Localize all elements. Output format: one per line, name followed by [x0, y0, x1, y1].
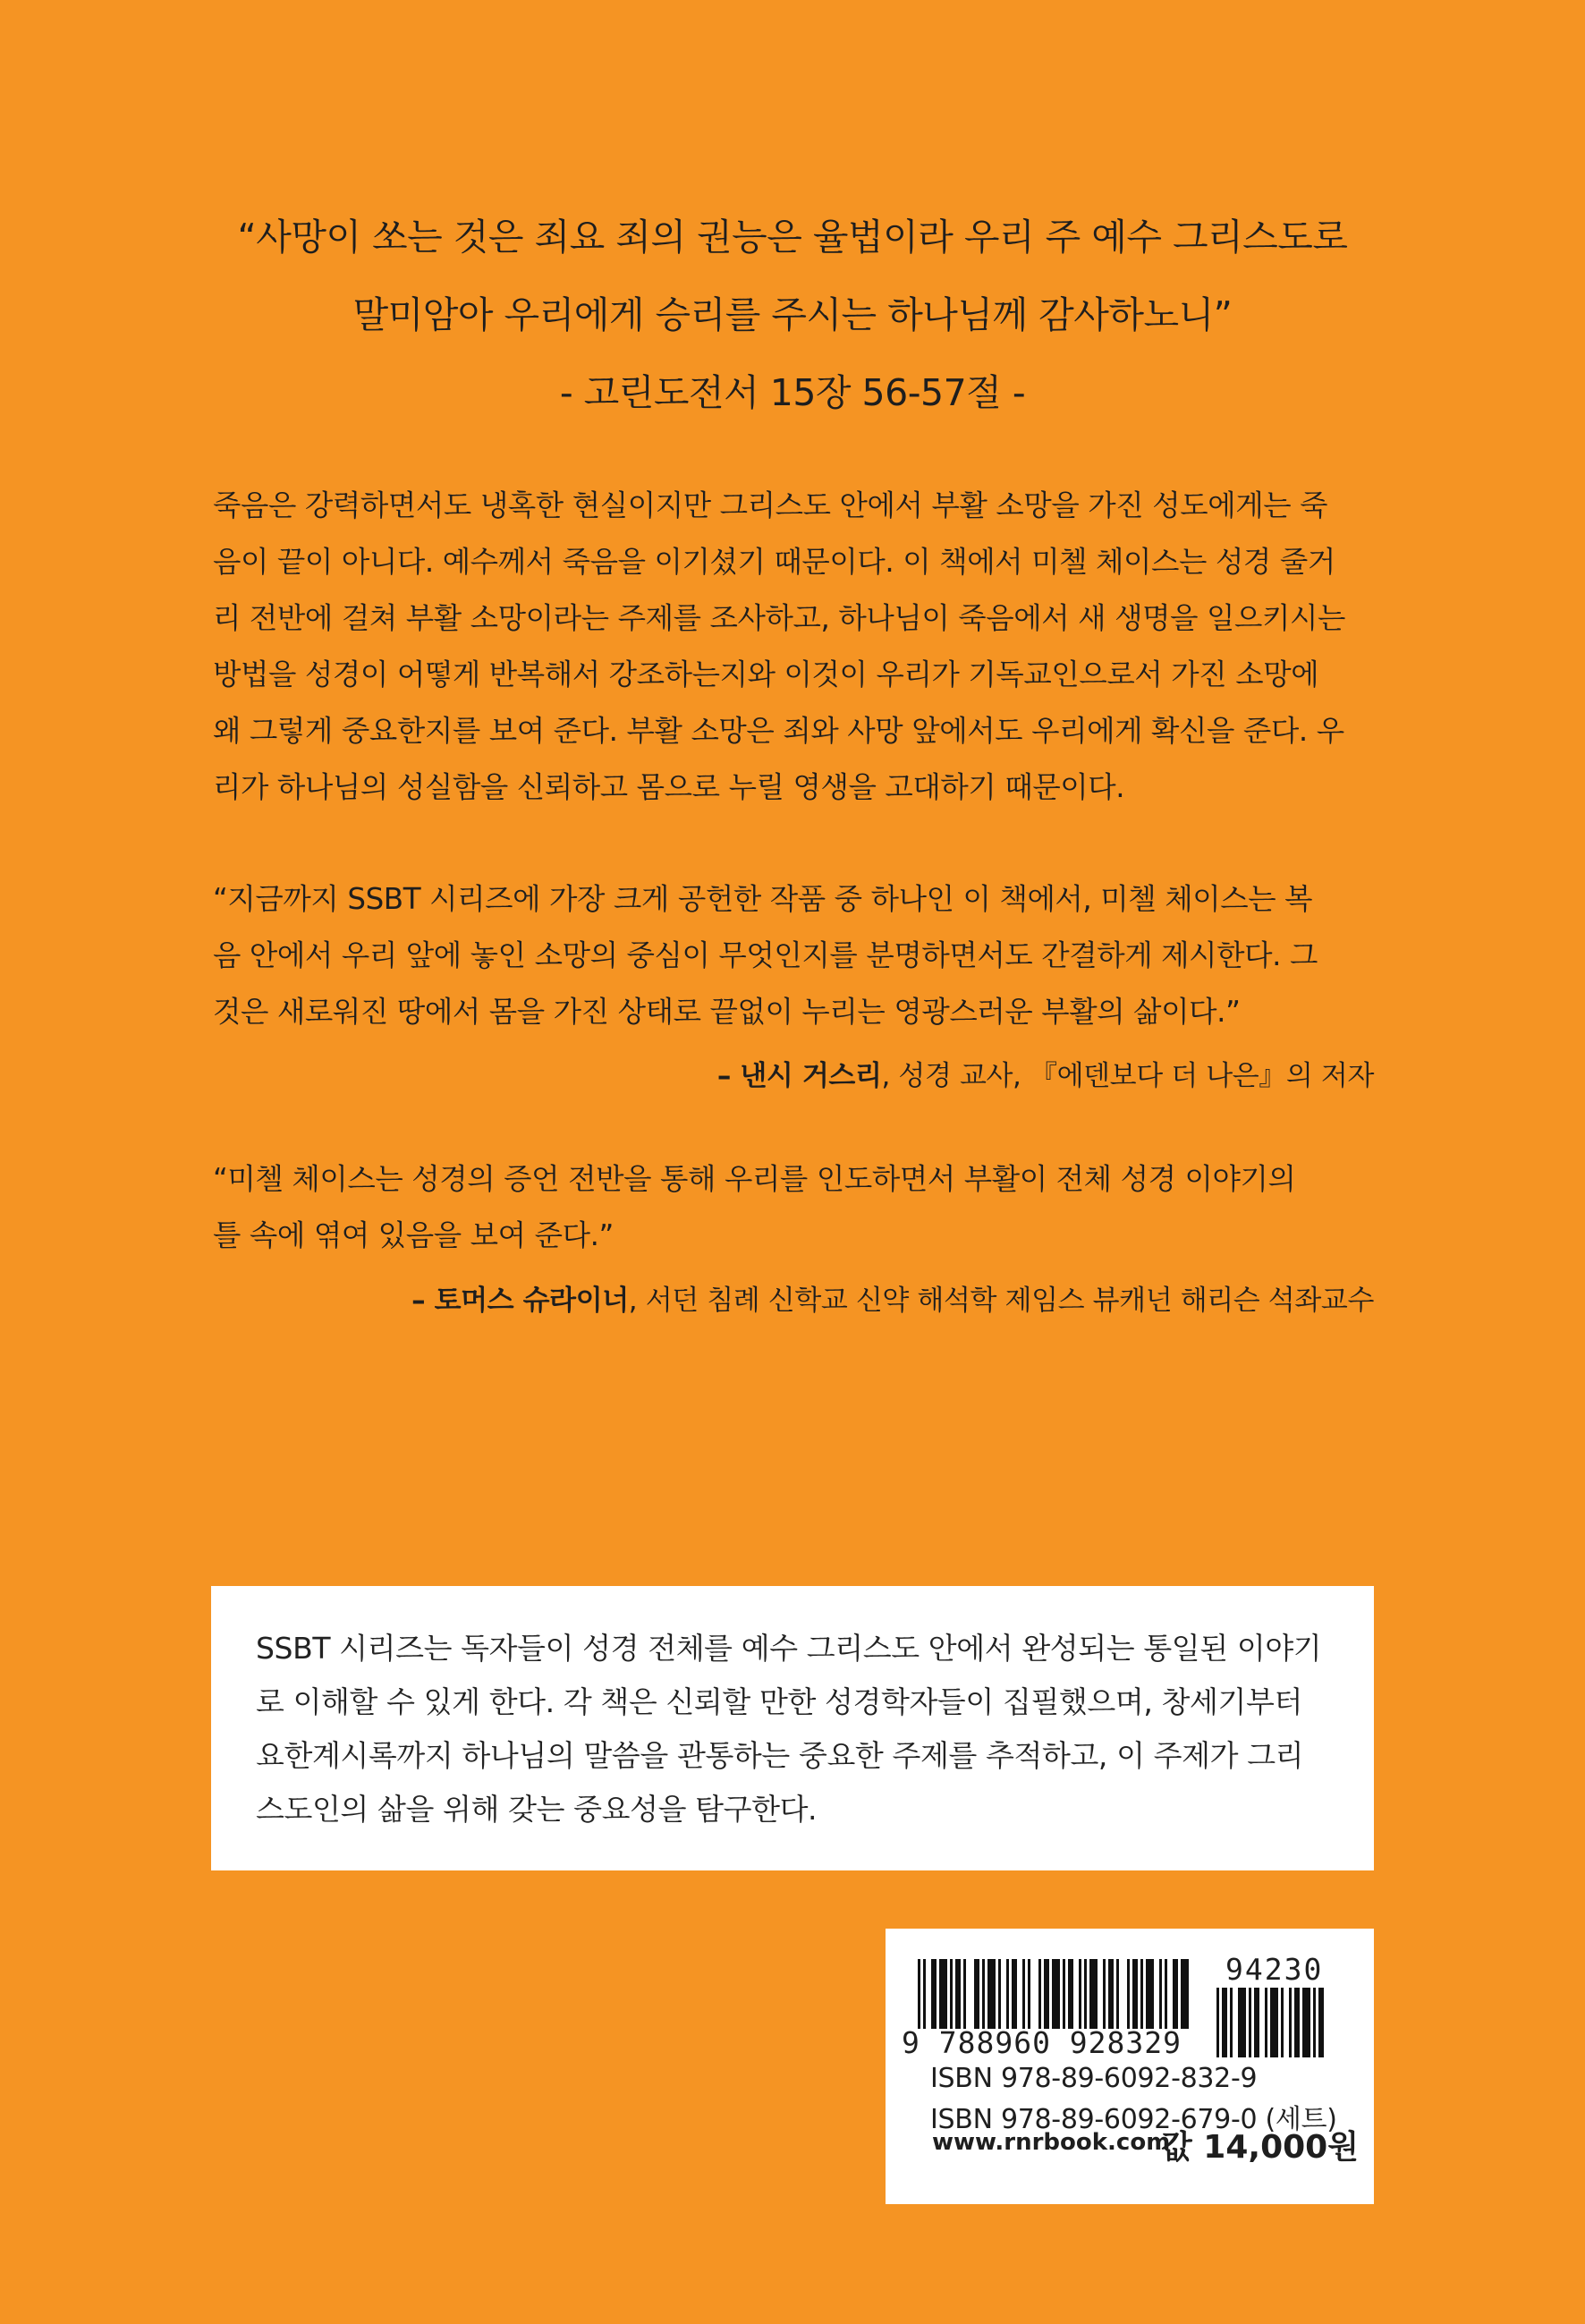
- barcode-bar: [1127, 1959, 1130, 2029]
- endorser-role: , 서던 침례 신학교 신약 해석학 제임스 뷰캐넌 해리슨 석좌교수: [628, 1285, 1374, 1317]
- verse-reference: - 고린도전서 15장 56-57절 -: [559, 371, 1026, 414]
- barcode-bar: [1302, 1988, 1310, 2057]
- barcode-bar: [1230, 1988, 1233, 2057]
- barcode-bar: [1181, 1959, 1189, 2029]
- endorsement-attribution: [717, 1049, 1374, 1103]
- barcode-bar: [1254, 1988, 1259, 2057]
- barcode-bar: [1238, 1988, 1246, 2057]
- barcode-bar: [1108, 1959, 1114, 2029]
- endorser-name: – 토머스 슈라이너: [411, 1285, 629, 1317]
- barcode-bar: [931, 1959, 937, 2029]
- isbn-number: ISBN 978-89-6092-832-9: [930, 2063, 1258, 2094]
- description-line: 리 전반에 걸쳐 부활 소망이라는 주제를 조사하고, 하나님이 죽음에서 새 생명을 일으키시는: [213, 601, 1345, 635]
- barcode-bar: [939, 1959, 947, 2029]
- barcode-bar: [1089, 1959, 1098, 2029]
- barcode-number: 9 788960 928329: [902, 2025, 1182, 2060]
- endorsement-quote: [213, 871, 1376, 1040]
- barcode-box: [886, 1929, 1374, 2204]
- endorsement-line: “지금까지 SSBT 시리즈에 가장 크게 공헌한 작품 중 하나인 이 책에서, 미첼 체이스는 복: [213, 882, 1313, 916]
- bible-verse: [0, 199, 1585, 432]
- barcode-bar: [974, 1959, 979, 2029]
- series-info-box: [211, 1586, 1374, 1870]
- barcode-bar: [1006, 1959, 1009, 2029]
- addon-barcode: [1216, 1988, 1351, 2057]
- barcode-bar: [998, 1959, 1001, 2029]
- barcode-bar: [950, 1959, 953, 2029]
- endorsement-quote: [213, 1151, 1376, 1264]
- barcode-addon-number: 94230: [1225, 1952, 1324, 1987]
- endorsement-attribution: [411, 1274, 1374, 1327]
- barcode-bar: [1044, 1959, 1049, 2029]
- description-line: 리가 하나님의 성실함을 신뢰하고 몸으로 누릴 영생을 고대하기 때문이다.: [213, 770, 1125, 804]
- isbn-set-number: ISBN 978-89-6092-679-0 (세트): [930, 2104, 1337, 2135]
- series-info-line: 요한계시록까지 하나님의 말씀을 관통하는 중요한 주제를 추적하고, 이 주제가 그리: [256, 1738, 1304, 1773]
- book-description: [213, 478, 1376, 816]
- endorser-role: , 성경 교사, 『에덴보다 더 나은』의 저자: [881, 1060, 1374, 1092]
- barcode-bar: [1270, 1988, 1278, 2057]
- barcode-bar: [1159, 1959, 1162, 2029]
- barcode-bar: [1146, 1959, 1154, 2029]
- barcode-bar: [1012, 1959, 1017, 2029]
- verse-line: 말미암아 우리에게 승리를 주시는 하나님께 감사하노니”: [352, 293, 1233, 336]
- barcode-bar: [918, 1959, 920, 2029]
- barcode-bar: [1132, 1959, 1138, 2029]
- barcode-bar: [1028, 1959, 1030, 2029]
- barcode-bar: [1289, 1988, 1292, 2057]
- description-line: 죽음은 강력하면서도 냉혹한 현실이지만 그리스도 안에서 부활 소망을 가진 성도에게는 죽: [213, 488, 1328, 522]
- barcode-bar: [1265, 1988, 1267, 2057]
- barcode-bar: [1084, 1959, 1087, 2029]
- endorsement-line: “미첼 체이스는 성경의 증언 전반을 통해 우리를 인도하면서 부활이 전체 성경 이야기의: [213, 1162, 1296, 1196]
- description-line: 왜 그렇게 중요한지를 보여 준다. 부활 소망은 죄와 사망 앞에서도 우리에게 확신을 준다. 우: [213, 714, 1344, 748]
- barcode-bar: [1068, 1959, 1073, 2029]
- barcode-bar: [923, 1959, 926, 2029]
- barcode-bar: [1116, 1959, 1119, 2029]
- series-info-line: 스도인의 삶을 위해 갖는 중요성을 탐구한다.: [256, 1792, 818, 1827]
- barcode-bar: [1313, 1988, 1316, 2057]
- price: 값 14,000원: [1161, 2129, 1360, 2166]
- barcode-bar: [1103, 1959, 1106, 2029]
- barcode-bar: [1140, 1959, 1143, 2029]
- series-info-line: SSBT 시리즈는 독자들이 성경 전체를 예수 그리스도 안에서 완성되는 통일된 이야기: [256, 1631, 1322, 1666]
- description-line: 방법을 성경이 어떻게 반복해서 강조하는지와 이것이 우리가 기독교인으로서 가진 소망에: [213, 657, 1319, 691]
- endorsement-line: 것은 새로워진 땅에서 몸을 가진 상태로 끝없이 누리는 영광스러운 부활의 삶이다.”: [213, 995, 1241, 1029]
- barcode-bar: [1281, 1988, 1284, 2057]
- barcode-bar: [1216, 1988, 1219, 2057]
- barcode-bar: [1063, 1959, 1065, 2029]
- barcode-bar: [987, 1959, 996, 2029]
- barcode-bar: [1052, 1959, 1060, 2029]
- barcode-bar: [982, 1959, 985, 2029]
- barcode-bar: [1249, 1988, 1251, 2057]
- barcode-bar: [1173, 1959, 1178, 2029]
- barcode-bar: [1079, 1959, 1081, 2029]
- barcode-bar: [1222, 1988, 1227, 2057]
- series-info-line: 로 이해할 수 있게 한다. 각 책은 신뢰할 만한 성경학자들이 집필했으며, 창세기부터: [256, 1684, 1302, 1719]
- verse-line: “사망이 쏘는 것은 죄요 죄의 권능은 율법이라 우리 주 예수 그리스도로: [237, 216, 1348, 259]
- endorsement-line: 음 안에서 우리 앞에 놓인 소망의 중심이 무엇인지를 분명하면서도 간결하게 제시한다. 그: [213, 938, 1318, 972]
- description-line: 음이 끝이 아니다. 예수께서 죽음을 이기셨기 때문이다. 이 책에서 미첼 체이스는 성경 줄거: [213, 545, 1335, 579]
- barcode-bar: [1318, 1988, 1324, 2057]
- barcode-bar: [1022, 1959, 1025, 2029]
- barcode-bar: [963, 1959, 966, 2029]
- barcode-bar: [1165, 1959, 1167, 2029]
- publisher-website: www.rnrbook.com: [932, 2129, 1171, 2156]
- endorser-name: – 낸시 거스리: [716, 1060, 882, 1092]
- barcode-bar: [1294, 1988, 1300, 2057]
- isbn-barcode: [918, 1959, 1204, 2029]
- barcode-bar: [1038, 1959, 1041, 2029]
- endorsement-line: 틀 속에 엮여 있음을 보여 준다.”: [213, 1218, 614, 1252]
- barcode-bar: [955, 1959, 961, 2029]
